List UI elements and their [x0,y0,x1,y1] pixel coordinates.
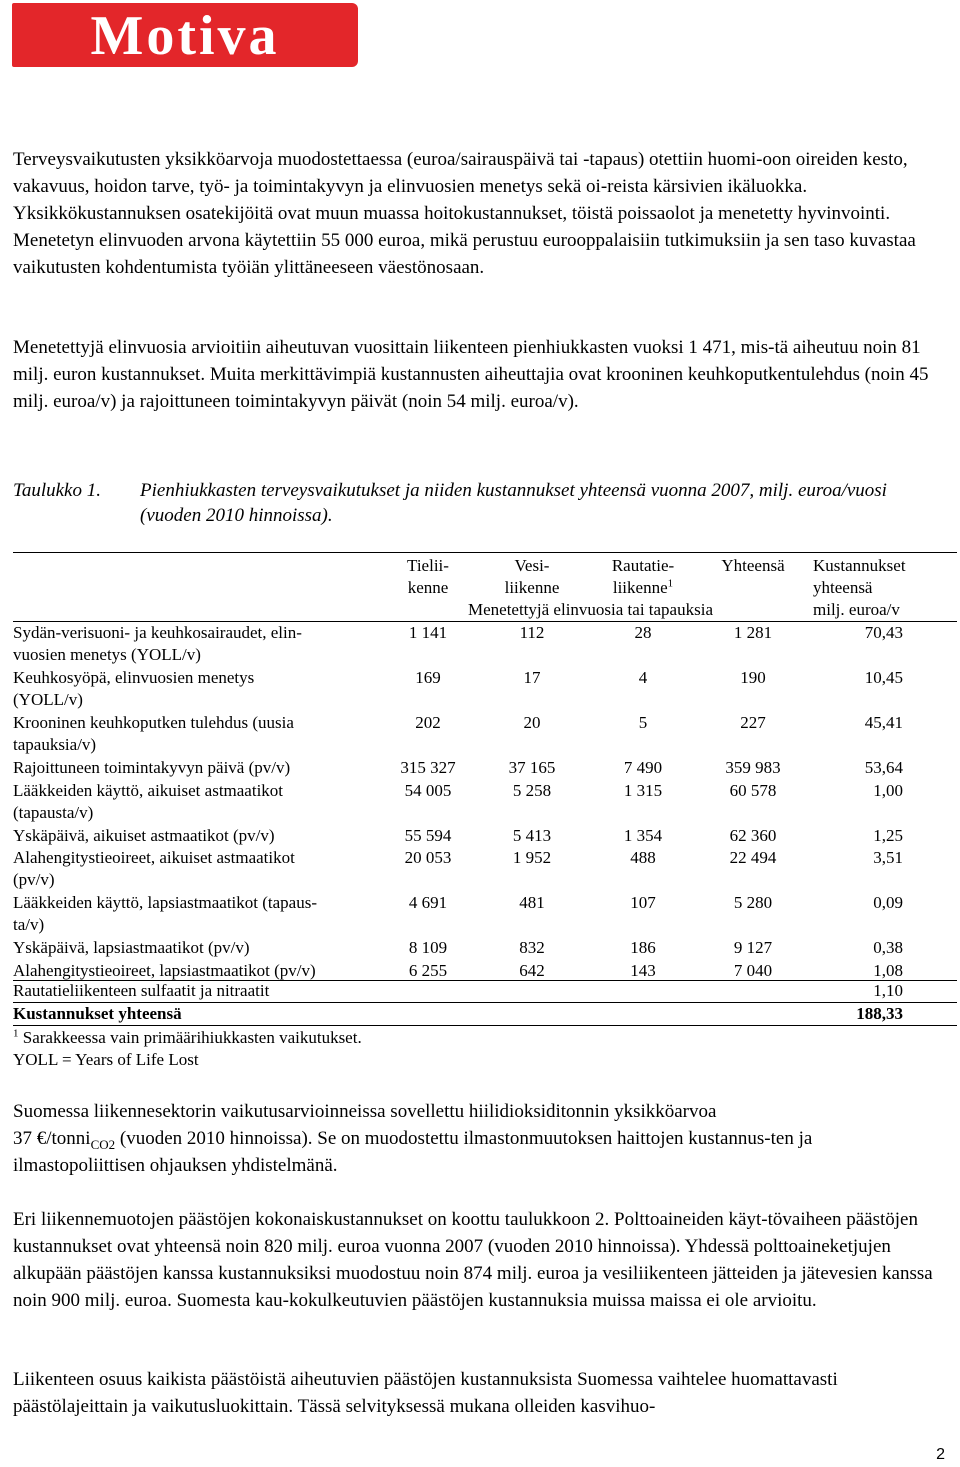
footnote-1-text: Sarakkeessa vain primäärihiukkasten vaikutukset. [18,1028,362,1047]
header-costs-line2: yhteensä [813,578,873,597]
cell-road: 20 053 [404,848,452,867]
row-label [13,780,373,824]
cell-total: 359 983 [725,758,781,777]
header-span-life-years: Menetettyjä elinvuosia tai tapauksia [467,600,713,619]
row-label-line1: Yskäpäivä, aikuiset astmaatikot (pv/v) [13,825,275,845]
cell-road: 6 255 [408,960,448,980]
paragraph-co2-unit-value [13,1098,948,1179]
rail-row-label: Rautatieliikenteen sulfaatit ja nitraatit [13,981,270,1000]
row-label-line1: Rajoittuneen toimintakyvyn päivä (pv/v) [13,758,291,777]
co2-text-part2: (vuoden 2010 hinnoissa). Se on muodostettu ilmastonmuutoksen haittojen kustannus-ten ja ilmastopoliittisen ohjauksen yhdistelmänä. [13,1128,813,1176]
row-label-line2: ta/v) [13,915,45,934]
row-label [13,960,373,982]
cell-cost: 3,51 [873,848,903,867]
cell-road: 54 005 [404,780,452,800]
co2-text-part1: Suomessa liikennesektorin vaikutusarvioinneissa sovellettu hiilidioksiditonnin yksikköarvoa [13,1101,717,1122]
cell-rail: 186 [630,938,656,957]
row-label-line2: (tapausta/v) [13,802,94,822]
cell-total: 227 [740,713,766,732]
cell-water: 112 [519,623,545,642]
cell-rail: 4 [638,668,648,687]
cell-road: 202 [415,713,441,732]
header-total-text: Yhteensä [721,556,785,575]
row-label [13,892,373,936]
paragraph-life-years-lost: Menetettyjä elinvuosia arvioitiin aiheutuvan vuosittain liikenteen pienhiukkasten vuoksi 1 471, mis-tä aiheutuu noin 81 milj. euron kustannukset. Muita merkittävimpiä kustannusten aiheuttajia ovat krooninen keuhkoputkentulehdus (noin 45 milj. euroa/v) ja rajoittuneen toimintakyvyn päivät (noin 54 milj. euroa/v). [13,337,929,412]
header-costs-line1: Kustannukset [813,556,906,575]
header-road [388,555,468,599]
cell-total: 60 578 [729,780,777,800]
cell-total: 1 281 [733,623,773,642]
cell-total: 190 [740,668,766,687]
logo-wordmark: Motiva [90,5,280,67]
co2-subscript: CO2 [90,1136,116,1152]
rail-row-value: 1,10 [873,981,903,1000]
row-label-line2: (YOLL/v) [13,690,83,709]
row-label-line1: Alahengitystieoireet, lapsiastmaatikot (pv/v) [13,960,316,980]
cell-water: 5 258 [512,780,552,800]
page-number: 2 [936,1446,945,1463]
table-caption-text: Pienhiukkasten terveysvaikutukset ja niiden kustannukset yhteensä vuonna 2007, milj. euroa/vuosi (vuoden 2010 hinnoissa). [140,480,887,526]
row-label-line1: Alahengitystieoireet, aikuiset astmaatikot [13,848,295,867]
cell-road: 1 141 [408,623,448,642]
cell-water: 481 [519,893,545,912]
cell-road: 169 [415,668,441,687]
cell-rail: 7 490 [623,758,663,777]
header-water [492,555,572,599]
table-bottom-rule [13,1025,957,1026]
cell-total: 62 360 [729,825,777,845]
cell-cost: 45,41 [864,713,903,732]
table-footnote-2: YOLL = Years of Life Lost [13,1050,199,1069]
cell-road: 8 109 [408,938,448,957]
cell-water: 5 413 [512,825,552,845]
cell-cost: 1,00 [873,780,903,800]
cell-water: 20 [523,713,541,732]
cell-total: 9 127 [733,938,773,957]
header-road-line2: kenne [407,578,449,597]
row-label [13,712,373,756]
total-row-value: 188,33 [856,1004,903,1023]
row-label [13,847,373,891]
header-water-line2: liikenne [504,578,560,597]
cell-rail: 1 354 [623,825,663,845]
footnote-mark: 1 [13,1027,19,1040]
row-label [13,825,373,847]
row-label-line1: Sydän-verisuoni- ja keuhkosairaudet, elin- [13,623,302,642]
header-rail-text: liikenne [612,578,668,597]
cell-cost: 1,25 [873,825,903,845]
header-water-line1: Vesi- [514,556,550,575]
cell-cost: 10,45 [864,668,903,687]
row-label-line1: Lääkkeiden käyttö, lapsiastmaatikot (tapaus- [13,893,318,912]
cell-cost: 0,09 [873,893,903,912]
header-total [713,555,793,577]
cell-cost: 0,38 [873,938,903,957]
row-label [13,757,373,779]
cell-rail: 143 [630,960,656,980]
row-label [13,667,373,711]
row-label-line1: Krooninen keuhkoputken tulehdus (uusia [13,713,294,732]
cell-water: 1 952 [512,848,552,867]
co2-value: 37 €/tonni [13,1128,91,1149]
cell-cost: 53,64 [864,758,903,777]
table-top-rule [13,552,957,553]
cell-total: 22 494 [729,848,777,867]
cell-road: 315 327 [400,758,456,777]
cell-cost: 70,43 [864,623,903,642]
total-row-label: Kustannukset yhteensä [13,1004,182,1023]
cell-total: 5 280 [733,893,773,912]
header-rail-line1: Rautatie- [611,556,675,575]
cell-water: 37 165 [508,758,556,777]
header-rail-line2 [603,577,683,599]
row-label [13,937,373,959]
row-label-line1: Lääkkeiden käyttö, aikuiset astmaatikot [13,780,284,800]
cell-cost: 1,08 [873,960,903,980]
row-label-line2: vuosien menetys (YOLL/v) [13,645,201,664]
paragraph-health-unit-values: Terveysvaikutusten yksikköarvoja muodostettaessa (euroa/sairauspäivä tai -tapaus) otettiin huomi-oon oireiden kesto, vakavuus, hoidon tarve, työ- ja toimintakyvyn ja elinvuosien menetys sekä oi-reista kärsivien ikäluokka. Yksikkökustannuksen osatekijöitä ovat muun muassa hoitokustannukset, töistä poissaolot ja menetetty hyvinvointi. Menetetyn elinvuoden arvona käytettiin 55 000 euroa, mikä perustuu eurooppalaisiin tutkimuksiin ja sen taso kuvastaa vaikutusten kohdentumista työiän ylittäneeseen väestönosaan. [13,149,916,278]
header-rail [603,555,683,599]
cell-road: 4 691 [408,893,448,912]
header-costs-line3: milj. euroa/v [813,600,900,619]
row-label [13,622,373,666]
paragraph-transport-share: Liikenteen osuus kaikista päästöistä aiheutuvien päästöjen kustannuksista Suomessa vaihtelee huomattavasti päästölajeittain ja vaikutusluokittain. Tässä selvityksessä mukana olleiden kasvihuo- [13,1369,838,1417]
cell-rail: 28 [634,623,652,642]
cell-rail: 488 [630,848,656,867]
cell-water: 17 [523,668,541,687]
row-label-line1: Keuhkosyöpä, elinvuosien menetys [13,668,255,687]
motiva-logo [12,3,358,67]
paragraph-emission-costs: Eri liikennemuotojen päästöjen kokonaiskustannukset on koottu taulukkoon 2. Polttoaineiden käyt-tövaiheen päästöjen kustannukset ovat yhteensä noin 820 milj. euroa vuonna 2007 (vuoden 2010 hinnoissa). Yhdessä polttoaineketjujen alkupään päästöjen kanssa kustannuksiksi muodostuu noin 874 milj. euroa ja vesiliikenteen jätteiden ja jätevesien kanssa noin 900 milj. euroa. Suomesta kau-kokulkeutuvien päästöjen kustannuksia muissa maissa ei ole arvioitu. [13,1209,933,1311]
row-label-line2: tapauksia/v) [13,735,97,754]
cell-rail: 107 [630,893,656,912]
cell-total: 7 040 [733,960,773,980]
row-label-line1: Yskäpäivä, lapsiastmaatikot (pv/v) [13,938,250,957]
cell-water: 832 [519,938,545,957]
cell-rail: 1 315 [623,780,663,800]
header-road-line1: Tielii- [407,556,449,575]
table-caption-label: Taulukko 1. [13,480,101,501]
row-label-line2: (pv/v) [13,870,55,889]
table-footnote-1 [13,1027,362,1049]
cell-water: 642 [519,960,545,980]
cell-rail: 5 [638,713,648,732]
header-rail-footnote-mark: 1 [667,577,674,590]
header-costs [813,555,953,621]
cell-road: 55 594 [404,825,452,845]
